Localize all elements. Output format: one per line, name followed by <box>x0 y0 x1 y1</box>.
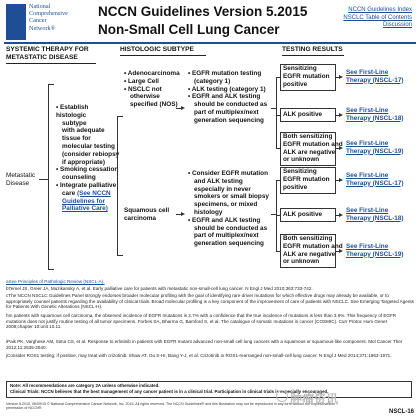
nccn-logo <box>6 4 26 40</box>
arrow-icon <box>339 75 343 79</box>
footnote-c: cThe NCCN NSCLC Guidelines Panel strongly endorses broader molecular profiling with the goal of identifying rare driver mutations for which effective drugs may already be available, or to appropriately counsel patients regarding the availability of clinical trials. Broad molecular profiling is a key component of the improvement of care of patients with NSCLC. See Emerging Targeted Agents for Patients With Genetic Alterations (NSCL-H). <box>6 293 414 310</box>
result-negative-text-sq: Both sensitizing EGFR mutation and ALK are negative or unknown <box>283 235 343 266</box>
squamous-label: Squamous cell carcinoma <box>124 207 170 222</box>
link-nscl-17-top[interactable]: See First-Line Therapy (NSCL-17) <box>346 69 404 84</box>
palliative-care-link[interactable]: (See NCCN <box>76 189 111 197</box>
header-links <box>340 7 412 30</box>
link-nscl-18-top[interactable]: See First-Line Therapy (NSCL-18) <box>346 107 404 122</box>
histologic-heading: HISTOLOGIC SUBTYPE <box>120 46 194 53</box>
result-alk-text-sq: ALK positive <box>283 211 323 218</box>
arrow-icon <box>181 106 185 110</box>
link-nscl-19-bottom[interactable]: See First-Line Therapy (NSCL-19) <box>346 243 404 258</box>
result-egfr-text-sq: Sensitizing EGFR mutation positive <box>283 168 330 191</box>
connector <box>276 180 277 252</box>
workup-text: • Establish histologic subtype with adequate tissue for molecular testing (consider rebiopsy if appropriate) • Smoking cessation counseling • Integrate palliative care (See NCCN Guidelines for Palliative Care) <box>56 104 120 213</box>
watermark: 肿瘤资讯 <box>290 392 339 406</box>
testing-heading: TESTING RESULTS <box>282 46 343 53</box>
histologic-underline <box>120 55 206 56</box>
result-alk-text: ALK positive <box>283 111 323 118</box>
footnote-j: jConsider ROS1 testing; if positive, may treat with crizotinib. Shaw AT, Ou S-HI, Bang Y-J, et al. Crizotinib in ROS1-rearranged non-small-cell lung cancer. N Engl J Med 2014;371:1963-1971. <box>6 353 392 358</box>
page-title: NCCN Guidelines Version 5.2015 <box>98 4 308 19</box>
arrow-icon <box>181 212 185 216</box>
note-box: Note: All recommendations are category 2A unless otherwise indicated. Clinical Trials: NCCN believes that the best management of any cancer patient is in a clinical trial. Participation in clinical trials is especially encouraged. <box>6 381 412 398</box>
arrow-icon <box>339 113 343 117</box>
copyright-footer: Version 5.2015, 06/09/15 © National Comprehensive Cancer Network, Inc. 2015, All rights reserved. The NCCN Guidelines® and this illustration may not be reproduced in any form without the express written permission of NCCN®. <box>6 402 336 410</box>
watermark-logo-icon <box>276 390 288 402</box>
header-divider <box>4 42 416 44</box>
link-nscl-19-top[interactable]: See First-Line Therapy (NSCL-19) <box>346 140 404 155</box>
adeno-histology-list: • Adenocarcinoma • Large Cell • NSCLC not otherwise specified (NOS) <box>124 70 180 109</box>
connector <box>117 116 123 117</box>
arrow-icon <box>339 178 343 182</box>
discussion-link[interactable]: Discussion <box>382 22 412 28</box>
nccn-logo-text: National Comprehensive Cancer Network® <box>29 3 68 32</box>
connector <box>48 84 49 270</box>
connector <box>48 269 54 270</box>
link-nscl-17-bottom[interactable]: See First-Line Therapy (NSCL-17) <box>346 172 404 187</box>
page-id: NSCL-16 <box>388 409 414 415</box>
arrow-icon <box>339 249 343 253</box>
link-nscl-18-bottom[interactable]: See First-Line Therapy (NSCL-18) <box>346 207 404 222</box>
result-egfr-text: Sensitizing EGFR mutation positive <box>283 65 330 88</box>
footnote-i: iPaik PK, Varghese AM, Sima CS, et al. Response to erlotinib in patients with EGFR mutant advanced non-small cell lung cancers with a squamous or squamous-like component. Mol Cancer Ther 2012;11:2535-2540. <box>6 339 403 350</box>
footnote-b: bTemel JS, Greer JA, Muzikansky A, et al. Early palliative care for patients with metastatic non-small-cell lung cancer. N Engl J Med 2010;363:733-742. <box>6 286 313 291</box>
systemic-therapy-heading: SYSTEMIC THERAPY FOR METASTATIC DISEASE <box>6 46 89 61</box>
arrow-icon <box>339 146 343 150</box>
footnote-a: aSee Principles of Pathologic Review (NSCL-A). <box>6 279 105 284</box>
systemic-underline <box>6 63 96 64</box>
squamous-testing-box: • Consider EGFR mutation and ALK testing especially in never smokers or small biopsy specimens, or mixed histology • EGFR and ALK testing should be conducted as part of multiplex/next generation sequencing <box>188 170 269 248</box>
footnote-h: hIn patients with squamous cell carcinoma, the observed incidence of EGFR mutations is 2.7% with a confidence that the true incidence of mutations is less than 3.6%. This frequency of EGFR mutations does not justify routine testing of all tumor specimens. Forbes SA, Bharma G, Bamford S, et al. The catalogue of somatic mutations in cancer (COSMIC). Curr Protoc Hum Genet 2008;chapter 10:unit 10.11. <box>6 313 397 330</box>
adeno-testing-box: • EGFR mutation testing (category 1) • ALK testing (category 1) • EGFR and ALK testing should be conducted as part of multiplex/next generation sequencing <box>188 70 268 124</box>
connector <box>117 116 118 256</box>
connector <box>276 77 277 149</box>
page-subtitle: Non-Small Cell Lung Cancer <box>98 22 280 37</box>
result-negative-text: Both sensitizing EGFR mutation and ALK are negative or unknown <box>283 133 343 164</box>
guidelines-index-link[interactable]: NCCN Guidelines Index <box>348 7 412 13</box>
arrow-icon <box>339 213 343 217</box>
metastatic-disease-label: Metastatic Disease <box>6 172 36 187</box>
testing-underline <box>282 55 344 56</box>
connector <box>117 255 123 256</box>
toc-link[interactable]: NSCLC Table of Contents <box>343 14 412 21</box>
